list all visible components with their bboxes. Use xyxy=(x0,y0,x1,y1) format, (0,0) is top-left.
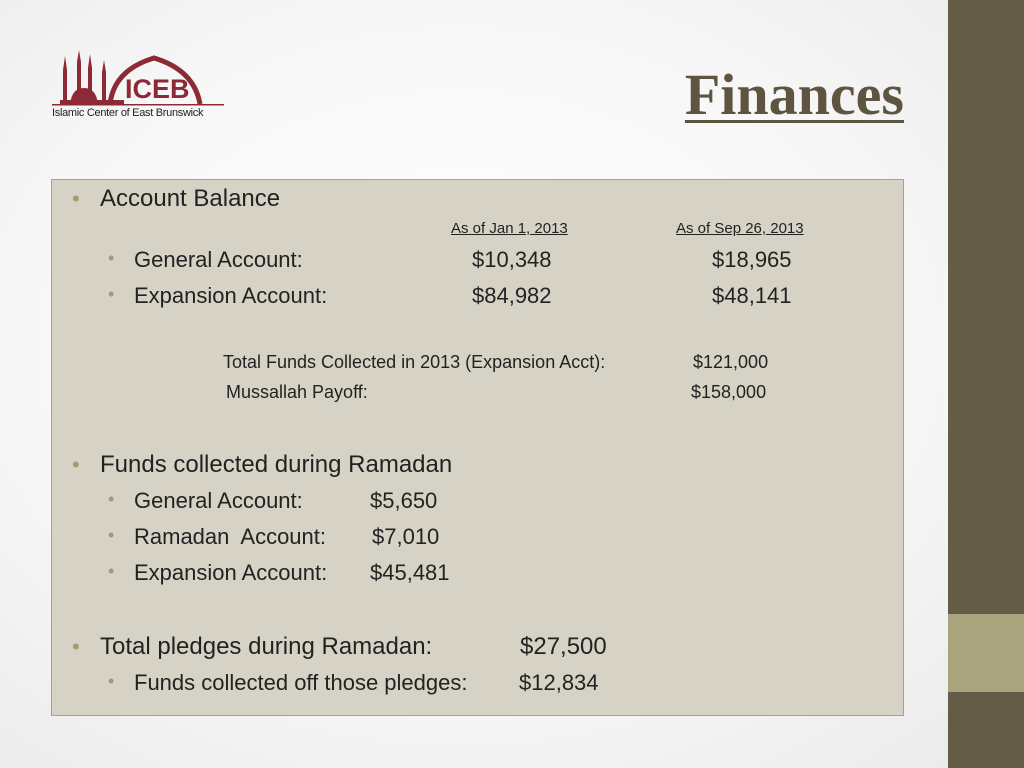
bullet-icon: • xyxy=(108,671,115,691)
col1-header: As of Jan 1, 2013 xyxy=(451,220,568,237)
bullet-icon: • xyxy=(108,248,115,268)
pledges-collected-value: $12,834 xyxy=(519,670,599,695)
account-balance-heading: Account Balance xyxy=(100,185,281,212)
pledges-collected-label: Funds collected off those pledges: xyxy=(134,670,468,695)
bullet-icon: • xyxy=(72,186,80,211)
content-box xyxy=(51,179,904,716)
iceb-logo xyxy=(50,48,230,128)
pledges-value: $27,500 xyxy=(520,633,607,660)
general-account-label: General Account: xyxy=(134,247,303,272)
col2-header: As of Sep 26, 2013 xyxy=(676,220,804,237)
pledges-heading: Total pledges during Ramadan: xyxy=(100,633,433,660)
ramadan-expansion-value: $45,481 xyxy=(370,560,450,585)
ramadan-account-value: $7,010 xyxy=(372,524,440,549)
bullet-icon: • xyxy=(108,561,115,581)
mussallah-payoff-value: $158,000 xyxy=(691,382,767,402)
page-title: Finances xyxy=(684,62,904,127)
general-account-jan: $10,348 xyxy=(472,247,552,272)
expansion-account-label: Expansion Account: xyxy=(134,283,328,308)
side-bar-accent xyxy=(948,614,1024,692)
ramadan-funds-heading: Funds collected during Ramadan xyxy=(100,451,453,478)
mussallah-payoff-label: Mussallah Payoff: xyxy=(226,382,368,402)
ramadan-expansion-label: Expansion Account: xyxy=(134,560,328,585)
bullet-icon: • xyxy=(108,284,115,304)
ramadan-account-label: Ramadan Account: xyxy=(134,524,327,549)
total-funds-label: Total Funds Collected in 2013 (Expansion Acct): xyxy=(223,352,606,372)
bullet-icon: • xyxy=(72,452,80,477)
bullet-icon: • xyxy=(72,634,80,659)
logo-acronym: ICEB xyxy=(125,74,190,104)
total-funds-value: $121,000 xyxy=(693,352,769,372)
logo-org-name: Islamic Center of East Brunswick xyxy=(52,107,204,119)
bullet-icon: • xyxy=(108,525,115,545)
bullet-icon: • xyxy=(108,489,115,509)
expansion-account-sep: $48,141 xyxy=(712,283,792,308)
expansion-account-jan: $84,982 xyxy=(472,283,552,308)
general-account-sep: $18,965 xyxy=(712,247,792,272)
ramadan-general-label: General Account: xyxy=(134,488,303,513)
ramadan-general-value: $5,650 xyxy=(370,488,438,513)
